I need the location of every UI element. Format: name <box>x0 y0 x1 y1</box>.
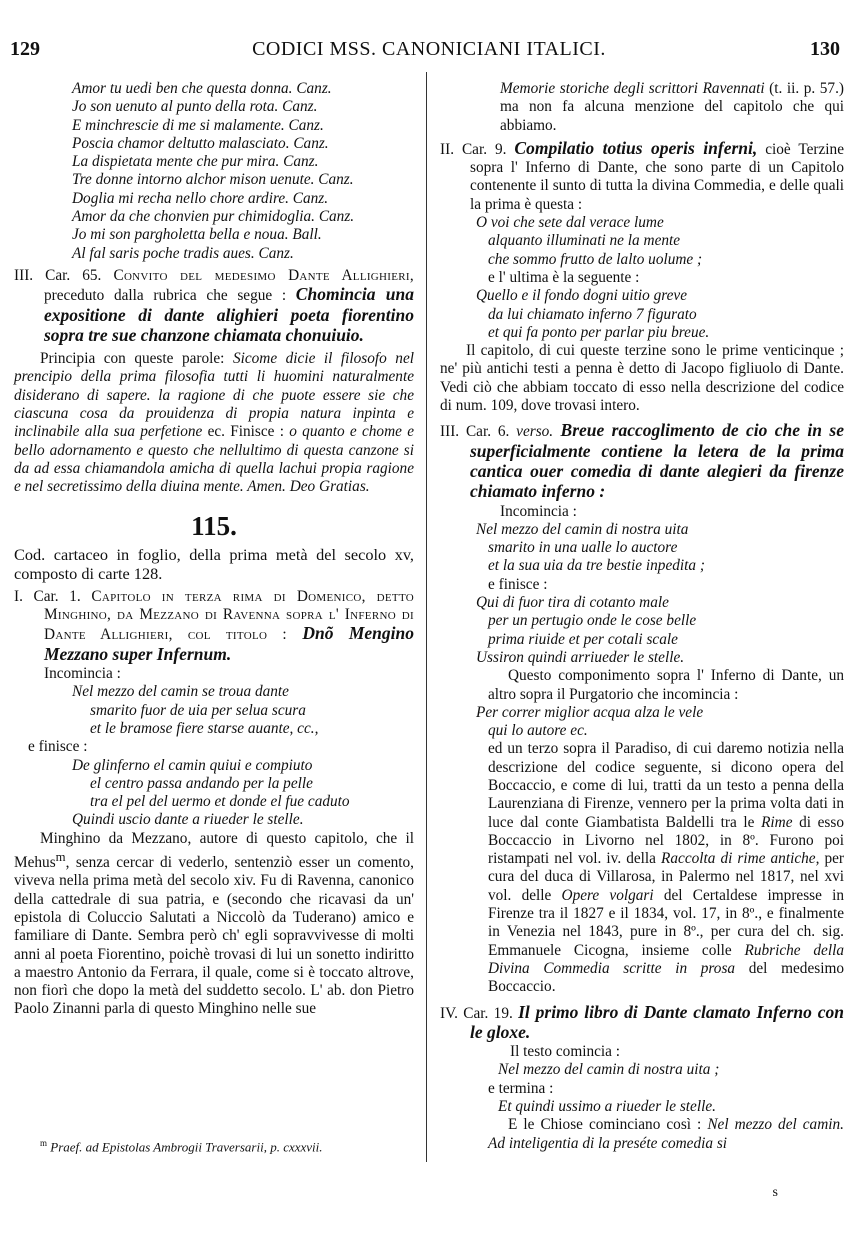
page-number-right: 130 <box>810 38 840 60</box>
ultima-label: e l' ultima è la seguente : <box>488 268 640 286</box>
verse-line: che sommo frutto de lalto uolume ; <box>488 250 703 268</box>
verse-line: Qui di fuor tira di cotanto male <box>476 594 669 612</box>
codex-description: Cod. cartaceo in foglio, della prima metà del secolo xv, composto di carte 128. <box>14 544 414 584</box>
termina-verse: Et quindi ussimo a riueder le stelle. <box>498 1098 716 1116</box>
verse-line: Nel mezzo del camin se troua dante <box>72 683 289 701</box>
minghino-paragraph: Minghino da Mezzano, autore di questo capitolo, che il Mehus$^m$, senza cercar di vederlo, sentenziò esser un comento, viveva nella prima metà del secolo xiv. Fu di Ravenna, canonico della cattedrale di sua patria, e (secondo che ricavasi da un' epistola di Coluccio Salutati a Niccolò da Tuderano) amico e familiare di Dante. Sembra però ch' egli sopravvivesse di molti anni al poeta Fiorentino, poichè trovasi di lui un sonetto indiritto a maestro Antonio da Ferrara, il quale, come si è toccato altrove, non fiorì che dopo la metà del suddetto secolo. L' ab. don Pietro Paolo Zinanni parla di questo Minghino nelle sue <box>14 829 414 1018</box>
termina-label: e termina : <box>488 1079 554 1097</box>
incomincia-label: Incomincia : <box>44 665 121 683</box>
paradiso-paragraph: ed un terzo sopra il Paradiso, di cui daremo notizia nella descrizione del codice seguente, si dicono opera del Boccaccio, e come di lui, tratti da un testo a penna della Laurenziana di Firenze, vennero per la prima volta dati in luce dal conte Giambatista Baldelli tra le Rime di esso Boccaccio in Livorno nel 1802, in 8º. Furono poi ristampati nel vol. iv. della Raccolta di rime antiche, per cura del duca di Villarosa, in Palermo nel 1817, nel xvi vol. delle Opere volgari del Certaldese impresse in Firenze tra il 1827 e il 1834, vol. 17, in 8º., e finalmente in Venezia nel 1843, pure in 8º., per cura del ch. sig. Emmanuele Cicogna, insieme colle Rubriche della Divina Commedia scritte in prosa del medesimo Boccaccio. <box>488 740 845 996</box>
verse-line: per un pertugio onde le cose belle <box>488 612 697 630</box>
verse-line: el centro passa andando per la pelle <box>90 774 313 792</box>
entry-i: I. Car. 1. Capitolo in terza rima di Domenico, detto Minghino, da Mezzano di Ravenna sopra l' Inferno di Dante Allighieri, col titolo : Dnõ Mengino Mezzano super Infernum. <box>14 587 415 664</box>
verse-line: tra el pel del uermo et donde el fue caduto <box>90 793 350 811</box>
verse-line: prima riuide et per cotali scale <box>488 630 678 648</box>
verse-line: alquanto illuminati ne la mente <box>488 232 681 250</box>
entry-iii-left: III. Car. 65. Convito del medesimo Dante Allighieri, preceduto dalla rubrica che segue : Chomincia una expositione di dante alighieri poeta fiorentino sopra tre sue chanzone chiamata chonuiuio. <box>14 266 414 345</box>
verse-list <box>14 80 414 263</box>
verse-line: da lui chiamato inferno 7 figurato <box>488 305 697 323</box>
testo-label: Il testo comincia : <box>510 1043 621 1061</box>
entry-ii: II. Car. 9. Compilatio totius operis inferni, cioè Terzine sopra l' Inferno di Dante, che sono parte di un Capitolo contenente il sunto di tutta la divina Commedia, e delle quali la prima è questa : <box>440 137 844 213</box>
verse-line: Poscia chamor deltutto malasciato. Canz. <box>72 134 329 152</box>
rubric: Chomincia una expositione di dante alighieri poeta fiorentino sopra tre sue chanzone chiamata chonuiuio. <box>44 284 414 345</box>
page-number-left: 129 <box>10 38 40 60</box>
verse-line: Quello e il fondo dogni uitio greve <box>476 287 688 305</box>
verse-list <box>14 757 414 830</box>
verse-line: Doglia mi recha nello chore ardire. Canz. <box>72 189 329 207</box>
right-column <box>440 80 844 1153</box>
capitolo-paragraph: Il capitolo, di cui queste terzine sono le prime venticinque ; ne' più antichi testi a penna è detto di Jacopo figliuolo di Dante. Vedi ciò che abbiam toccato di esso nella descrizione del codice di num. 109, dove trovasi intero. <box>440 342 844 415</box>
finisce-label: e finisce : <box>28 738 88 756</box>
verse-list <box>14 683 414 738</box>
verse-list <box>440 214 844 269</box>
footnote: $^m$ Praef. ad Epistolas Ambrogii Traversarii, p. cxxxvii. <box>40 1138 323 1155</box>
entry-iv: IV. Car. 19. Il primo libro di Dante clamato Inferno con le gloxe. <box>440 1001 844 1042</box>
signature-mark: s <box>772 1185 778 1200</box>
verse-line: E minchrescie di me si malamente. Canz. <box>72 116 324 134</box>
verse-line: Per correr miglior acqua alza le vele <box>476 703 704 721</box>
verse-line: Amor da che chonvien pur chimidoglia. Canz. <box>72 208 355 226</box>
chiose-paragraph: E le Chiose cominciano così : Nel mezzo del camin. Ad inteligentia di la preséte comedia si <box>488 1116 844 1152</box>
verse-line: La dispietata mente che pur mira. Canz. <box>72 153 319 171</box>
verse-line: Quindi uscio dante a riueder le stelle. <box>72 811 304 829</box>
verse-line: O voi che sete dal verace lume <box>476 214 664 232</box>
verse-line: qui lo autore ec. <box>488 722 588 740</box>
verse-line: Ussiron quindi arriueder le stelle. <box>476 648 685 666</box>
verse-line: Jo mi son pargholetta bella e noua. Ball. <box>72 226 322 244</box>
column-rule <box>426 72 427 1162</box>
verse-line: Tre donne intorno alchor mison uenute. Canz. <box>72 171 354 189</box>
testo-verse: Nel mezzo del camin di nostra uita ; <box>498 1061 720 1079</box>
verse-line: et la sua uia da tre bestie inpedita ; <box>488 557 705 575</box>
componimento-paragraph: Questo componimento sopra l' Inferno di Dante, un altro sopra il Purgatorio che incomincia : <box>488 667 844 703</box>
incomincia-label: Incomincia : <box>500 502 577 520</box>
verse-list <box>440 704 844 741</box>
verse-list <box>440 521 844 576</box>
verse-line: Amor tu uedi ben che questa donna. Canz. <box>72 80 332 97</box>
verse-line: smarito in una ualle lo auctore <box>488 539 678 557</box>
verse-line: et qui fa ponto per parlar piu breue. <box>488 323 710 341</box>
principia-paragraph: Principia con queste parole: Sicome dicie il filosofo nel prencipio della prima filosofia tutti li huomini naturalmente disiderano di sapere. la ragione di che puote essere sie che ciascuna cosa da prouidenza di propia natura inpinta e inclinabile alla sua perfetione ec. Finisce : o quanto e chome e bello adornamento e questo che nellultimo di questa canzone si da ad essa chiamandola amicha di quella lachui propia ragione e nel secretissimo della diuina mente. Amen. Deo Gratias. <box>14 350 414 496</box>
running-header: CODICI MSS. CANONICIANI ITALICI. <box>252 38 606 60</box>
verse-list <box>440 287 844 342</box>
verse-line: smarito fuor de uia per selua scura <box>90 701 306 719</box>
verse-list <box>440 594 844 667</box>
continuation-paragraph: Memorie storiche degli scrittori Ravennati (t. ii. p. 57.) ma non fa alcuna menzione del capitolo che qui abbiamo. <box>500 80 844 134</box>
verse-line: De glinferno el camin quiui e compiuto <box>72 756 313 774</box>
codex-number: 115. <box>191 510 237 541</box>
verse-line: Nel mezzo del camin di nostra uita <box>476 520 689 538</box>
left-column <box>14 80 414 1019</box>
entry-iii-right: III. Car. 6. verso. Breue raccoglimento de cio che in se superficialmente contiene la letera de la prima cantica ouer comedia di dante alegieri da firenze chiamato inferno : <box>440 420 844 502</box>
entry-number: III. <box>14 266 34 284</box>
verse-line: et le bramose fiere starse auante, cc., <box>90 719 319 737</box>
verse-line: Jo son uenuto al punto della rota. Canz. <box>72 98 318 116</box>
finisce-label: e finisce : <box>488 575 548 593</box>
verse-line: Al fal saris poche tradis aues. Canz. <box>72 244 294 262</box>
